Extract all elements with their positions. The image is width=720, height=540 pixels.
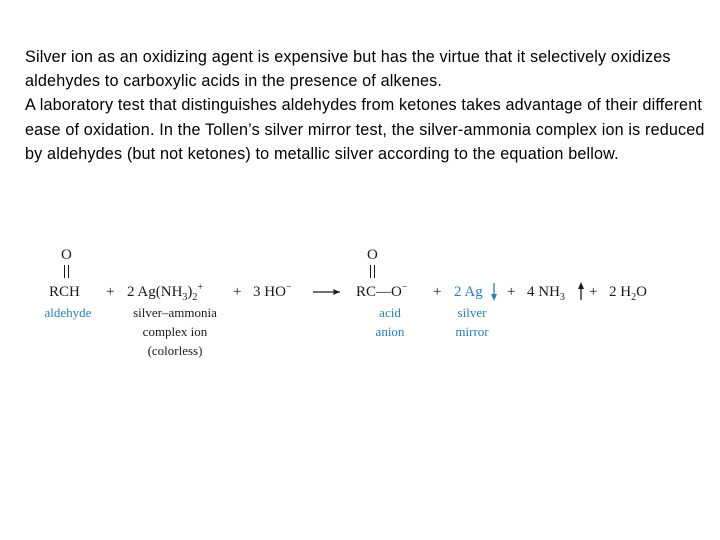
plus-sign-3: +: [433, 284, 442, 300]
slide-body-text: [25, 45, 705, 166]
double-bond-left: [64, 265, 69, 278]
double-bond-right: [370, 265, 375, 278]
silver-metal-formula: 2 Ag: [454, 284, 483, 300]
plus-sign-4: +: [507, 284, 516, 300]
label-complex-line1: silver–ammonia: [133, 305, 217, 320]
label-acid-line2: anion: [375, 324, 405, 339]
hydroxide-charge: −: [285, 282, 292, 293]
hydroxide-formula: 3 HO−: [253, 282, 292, 300]
aldehyde-formula: RCH: [49, 284, 80, 300]
gas-up-arrow-icon: [578, 282, 584, 300]
label-complex-line2: complex ion: [142, 324, 208, 339]
plus-sign-2: +: [233, 284, 242, 300]
paragraph-silver-oxidizing: Silver ion as an oxidizing agent is expensive but has the virtue that it selectively oxidizes aldehydes to carboxylic acids in the presence of alkenes.: [25, 48, 671, 91]
carbonyl-oxygen-left: O: [61, 247, 72, 263]
precipitate-down-arrow-icon: [491, 283, 497, 301]
label-complex-line3: (colorless): [147, 343, 203, 358]
plus-sign-5: +: [589, 284, 598, 300]
water-formula: 2 $H_2O$: [609, 284, 647, 303]
reaction-arrow: [313, 289, 340, 295]
plus-sign-1: +: [106, 284, 115, 300]
carboxylate-formula: RC—O−: [356, 282, 408, 300]
carbonyl-oxygen-right: O: [367, 247, 378, 263]
label-silver-line2: mirror: [455, 324, 489, 339]
silver-ammonia-complex-formula: 2 $Ag(NH_3)_2^+$: [127, 282, 204, 303]
label-silver-line1: silver: [457, 305, 487, 320]
label-acid-line1: acid: [379, 305, 401, 320]
label-aldehyde: aldehyde: [44, 305, 92, 320]
paragraph-tollens-test: A laboratory test that distinguishes aldehydes from ketones takes advantage of their different ease of oxidation. In the Tollen’s silver mirror test, the silver-ammonia complex ion is reduced by aldehydes (but not ketones) to metallic silver according to the equation bellow.: [25, 96, 705, 163]
carboxylate-charge: −: [401, 282, 408, 293]
ammonia-formula: 4 $NH_3$: [527, 284, 565, 303]
complex-charge: +: [197, 282, 204, 293]
